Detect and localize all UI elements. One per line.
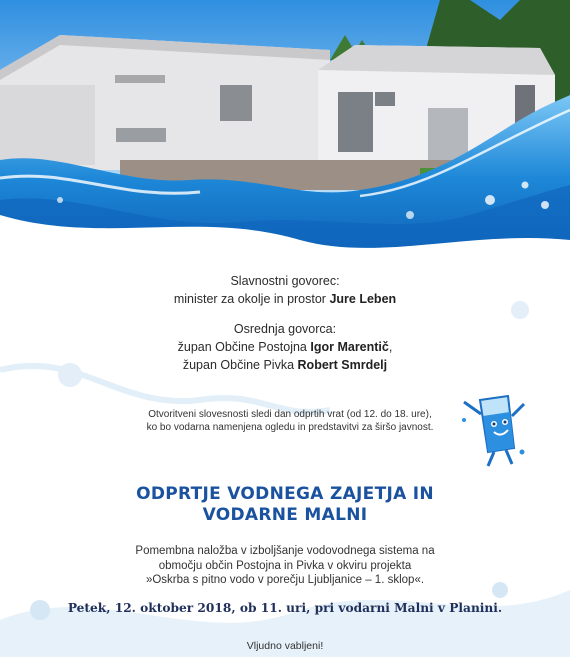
- note-line-1: Otvoritveni slovesnosti sledi dan odprtih vrat (od 12. do 18. ure),: [148, 409, 432, 420]
- description-line-3: »Oskrba s pitno vodo v porečju Ljubljanice – 1. sklop«.: [145, 574, 425, 586]
- open-day-note: [130, 408, 450, 434]
- headline-line-2: VODARNE MALNI: [202, 505, 368, 525]
- headline-line-1: ODPRTJE VODNEGA ZAJETJA IN: [136, 484, 434, 504]
- hero-building-water-image: [0, 0, 570, 260]
- invitation-closing: Vljudno vabljeni!: [246, 640, 324, 652]
- speakers-section: [0, 272, 570, 374]
- minister-name: Jure Leben: [329, 292, 397, 306]
- minister-role: minister za okolje in prostor: [173, 292, 326, 306]
- event-date-location: Petek, 12. oktober 2018, ob 11. uri, pri vodarni Malni v Planini.: [67, 601, 503, 615]
- mayor2-name: Robert Smrdelj: [297, 358, 388, 372]
- ceremonial-speaker-label: Slavnostni govorec:: [230, 274, 340, 288]
- main-speaker-2: [0, 356, 570, 374]
- description-line-1: Pomembna naložba v izboljšanje vodovodnega sistema na: [135, 545, 435, 557]
- main-speaker-1: [0, 338, 570, 356]
- mayor1-suffix: ,: [388, 340, 393, 354]
- main-speakers-label: Osrednja govorca:: [233, 322, 337, 336]
- event-headline: [60, 484, 510, 526]
- description-line-2: območju občin Postojna in Pivka v okviru projekta: [158, 559, 412, 572]
- mayor2-role: župan Občine Pivka: [182, 358, 295, 372]
- water-glass-mascot-icon: [458, 392, 528, 470]
- ceremonial-speaker: [0, 290, 570, 308]
- mayor1-role: župan Občine Postojna: [177, 340, 307, 354]
- mayor1-name: Igor Marentič: [310, 340, 389, 354]
- project-description: [60, 544, 510, 588]
- note-line-2: ko bo vodarna namenjena ogledu in predstavitvi za širšo javnost.: [146, 422, 434, 433]
